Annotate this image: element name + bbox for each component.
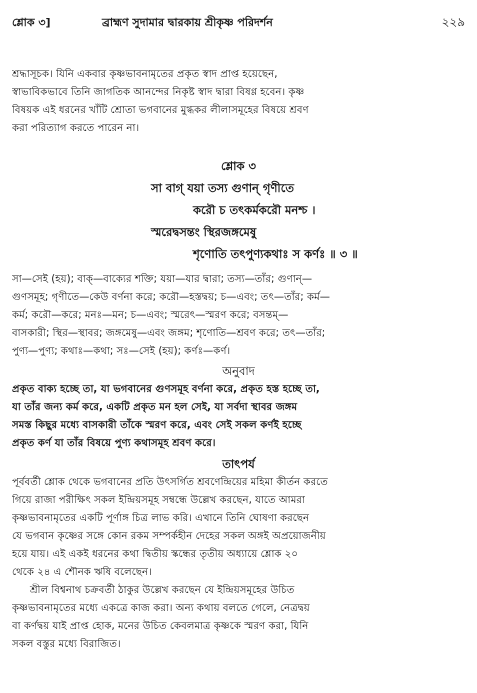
verse-line: করৌ চ তৎকর্মকরৌ মনশ্চ । <box>193 203 316 217</box>
translation <box>12 381 467 453</box>
text-line: সা—সেই (হয়); বাক্‌—বাক্যের শক্তি; যয়া—যার দ্বারা; তস্য—তাঁর; গুণান্‌— <box>12 274 313 285</box>
text-line: যে ভগবান কৃষ্ণের সঙ্গে কোন রকম সম্পর্কহীন দেহের সকল অঙ্গই অপ্রয়োজনীয় <box>12 531 326 542</box>
text-line: প্রকৃত বাক্য হচ্ছে তা, যা ভগবানের গুণসমূহ বর্ণনা করে, প্রকৃত হস্ত হচ্ছে তা, <box>12 384 320 395</box>
text-line: পূর্ববর্তী শ্লোক থেকে ভগবানের প্রতি উৎসর্গিত শ্রবণেন্দ্রিয়ের মহিমা কীর্তন করতে <box>12 477 328 488</box>
text-line: গুণসমূহ; গৃণীতে—কেউ বর্ণনা করে; করৌ—হস্তদ্বয়; চ—এবং; তৎ—তাঁর; কর্ম— <box>12 292 330 303</box>
verse-line: স্মরেদ্বসন্তং স্থিরজঙ্গমেষু <box>151 225 257 239</box>
translation-heading: অনুবাদ <box>222 364 255 378</box>
intro-paragraph <box>12 66 467 138</box>
text-line: প্রকৃত কর্ণ যা তাঁর বিষয়ে পুণ্য কথাসমূহ শ্রবণ করে। <box>12 438 216 449</box>
text-line: সমস্ত কিছুর মধ্যে বাসকারী তাঁকে স্মরণ করে, এবং সেই সকল কর্ণই হচ্ছে <box>12 420 302 431</box>
verse-line: সা বাগ্‌ যয়া তস্য গুণান্‌ গৃণীতে <box>151 181 294 195</box>
purport <box>12 474 467 654</box>
text-line: সকল বস্তুর মধ্যে বিরাজিত। <box>12 639 121 650</box>
page-number: ২২৯ <box>441 15 465 29</box>
text-line: স্বাভাবিকভাবে তিনি জাগতিক আনন্দের নিকৃষ্ট স্বাদ দ্বারা বিষণ্ণ হবেন। কৃষ্ণ <box>12 87 305 98</box>
text-line: থেকে ২৪ এ শৌনক ঋষি বলেছেন। <box>12 567 152 578</box>
running-header <box>12 12 465 32</box>
text-line: পুণ্য—পুণ্য; কথাঃ—কথা; সঃ—সেই (হয়); কর্ণঃ—কর্ণ। <box>12 346 231 357</box>
synonyms <box>12 271 467 361</box>
text-line: শ্রীল বিশ্বনাথ চক্রবর্তী ঠাকুর উল্লেখ করছেন যে ইন্দ্রিয়সমূহের উচিত <box>30 585 295 596</box>
verse-line: শৃণোতি তৎপুণ্যকথাঃ স কর্ণঃ ॥ ৩ ॥ <box>193 247 358 261</box>
header-verse-ref: শ্লোক ৩] <box>12 16 51 29</box>
text-line: হয়ে যায়। এই একই ধরনের কথা দ্বিতীয় স্কন্ধের তৃতীয় অধ্যায়ে শ্লোক ২০ <box>12 549 299 560</box>
header-chapter-title: ব্রাহ্মণ সুদামার দ্বারকায় শ্রীকৃষ্ণ পরিদর্শন <box>102 16 273 29</box>
text-line: বাসকারী; স্থির—স্থাবর; জঙ্গমেষু—এবং জঙ্গম; শৃণোতি—শ্রবণ করে; তৎ—তাঁর; <box>12 328 326 339</box>
verse-heading: শ্লোক ৩ <box>220 159 257 173</box>
text-line: কর্ম; করৌ—করে; মনঃ—মন; চ—এবং; স্মরেৎ—স্মরণ করে; বসন্তম্‌— <box>12 310 289 321</box>
text-line: যা তাঁর জন্য কর্ম করে, একটি প্রকৃত মন হল সেই, যা সর্বদা স্থাবর জঙ্গম <box>12 402 298 413</box>
text-line: করা পরিত্যাগ করতে পারেন না। <box>12 123 140 134</box>
text-line: বা কর্ণদ্বয় যাই প্রাপ্ত হোক, মনের উচিত কেবলমাত্র কৃষ্ণকে স্মরণ করা, যিনি <box>12 621 309 632</box>
text-line: কৃষ্ণভাবনামৃতের মধ্যে একত্রে কাজ করা। অন্য কথায় বলতে গেলে, নেত্রদ্বয় <box>12 603 310 614</box>
text-line: বিষয়ক এই ধরনের খাঁটি শ্রোতা ভগবানের মুগ্ধকর লীলাসমূহের বিষয়ে শ্রবণ <box>12 105 309 116</box>
text-line: কৃষ্ণভাবনামৃতের একটি পূর্ণাঙ্গ চিত্র লাভ করি। এখানে তিনি ঘোষণা করছেন <box>12 513 310 524</box>
text-line: গিয়ে রাজা পরীক্ষিৎ সকল ইন্দ্রিয়সমূহ সম্বন্ধে উল্লেখ করছেন, যাতে আমরা <box>12 495 305 506</box>
purport-heading: তাৎপর্য <box>222 457 255 471</box>
text-line: শ্রদ্ধাসূচক। যিনি একবার কৃষ্ণভাবনামৃতের প্রকৃত স্বাদ প্রাপ্ত হয়েছেন, <box>12 69 278 80</box>
